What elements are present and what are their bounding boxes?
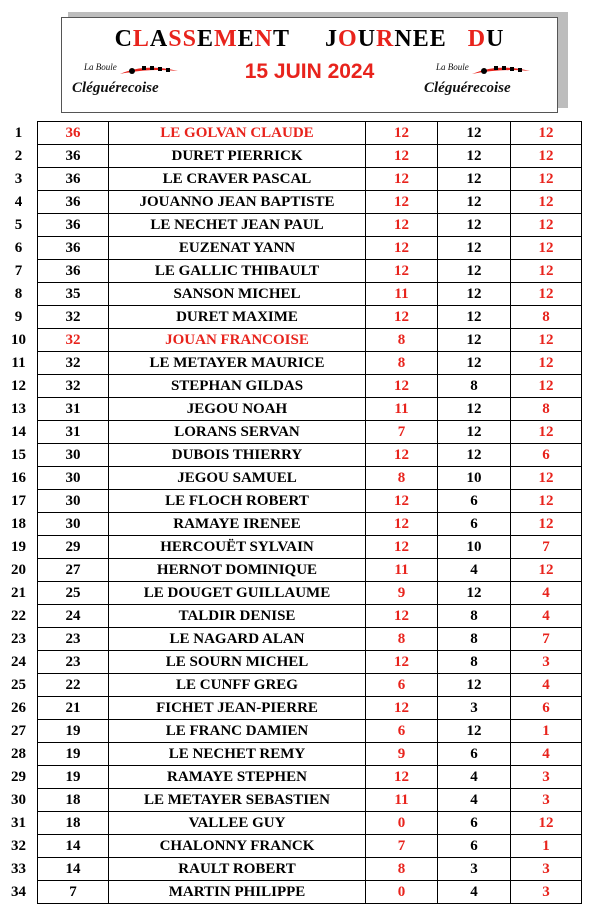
game1-score-cell: 8 <box>366 352 438 375</box>
table-row <box>0 467 582 490</box>
rank-cell: 33 <box>11 860 26 877</box>
points-cell: 36 <box>38 260 109 283</box>
game2-score-cell: 8 <box>438 375 511 398</box>
rank-cell: 27 <box>11 722 26 739</box>
rank-cell: 31 <box>11 814 26 831</box>
rank-cell: 22 <box>11 607 26 624</box>
points-cell: 32 <box>38 329 109 352</box>
game1-score-cell: 8 <box>366 467 438 490</box>
game1-score-cell: 0 <box>366 812 438 835</box>
game3-score-cell: 12 <box>511 421 582 444</box>
table-row <box>0 674 582 697</box>
game1-score-cell: 6 <box>366 720 438 743</box>
player-name-cell: STEPHAN GILDAS <box>109 375 366 398</box>
points-cell: 14 <box>38 835 109 858</box>
player-name-cell: LORANS SERVAN <box>109 421 366 444</box>
game1-score-cell: 11 <box>366 789 438 812</box>
game3-score-cell: 3 <box>511 858 582 881</box>
game1-score-cell: 12 <box>366 191 438 214</box>
game3-score-cell: 3 <box>511 881 582 904</box>
table-row <box>0 766 582 789</box>
table-row <box>0 628 582 651</box>
game3-score-cell: 12 <box>511 467 582 490</box>
table-row <box>0 306 582 329</box>
game2-score-cell: 12 <box>438 145 511 168</box>
game2-score-cell: 6 <box>438 513 511 536</box>
points-cell: 23 <box>38 628 109 651</box>
game2-score-cell: 4 <box>438 559 511 582</box>
logo-small-text: La Boule <box>84 62 117 72</box>
player-name-cell: FICHET JEAN-PIERRE <box>109 697 366 720</box>
game3-score-cell: 6 <box>511 697 582 720</box>
game2-score-cell: 12 <box>438 720 511 743</box>
logo-brand-text: Cléguérecoise <box>424 80 511 96</box>
rank-cell: 20 <box>11 561 26 578</box>
rank-cell: 32 <box>11 837 26 854</box>
player-name-cell: LE METAYER MAURICE <box>109 352 366 375</box>
points-cell: 18 <box>38 812 109 835</box>
game2-score-cell: 4 <box>438 789 511 812</box>
game3-score-cell: 7 <box>511 628 582 651</box>
player-name-cell: LE GALLIC THIBAULT <box>109 260 366 283</box>
player-name-cell: VALLEE GUY <box>109 812 366 835</box>
game2-score-cell: 12 <box>438 444 511 467</box>
points-cell: 19 <box>38 766 109 789</box>
game1-score-cell: 9 <box>366 743 438 766</box>
player-name-cell: LE NAGARD ALAN <box>109 628 366 651</box>
game3-score-cell: 12 <box>511 375 582 398</box>
logo-small-text: La Boule <box>436 62 469 72</box>
table-row <box>0 260 582 283</box>
title-fragment: U <box>357 26 377 52</box>
points-cell: 36 <box>38 168 109 191</box>
table-row <box>0 559 582 582</box>
game2-score-cell: 12 <box>438 168 511 191</box>
points-cell: 32 <box>38 352 109 375</box>
rank-cell: 34 <box>11 883 26 900</box>
table-row <box>0 444 582 467</box>
player-name-cell: LE GOLVAN CLAUDE <box>109 122 366 145</box>
points-cell: 32 <box>38 306 109 329</box>
table-row <box>0 214 582 237</box>
game2-score-cell: 6 <box>438 490 511 513</box>
points-cell: 36 <box>38 122 109 145</box>
game3-score-cell: 12 <box>511 145 582 168</box>
rank-cell: 7 <box>14 262 23 279</box>
player-name-cell: DURET PIERRICK <box>109 145 366 168</box>
player-name-cell: LE CUNFF GREG <box>109 674 366 697</box>
game1-score-cell: 12 <box>366 375 438 398</box>
rank-cell: 26 <box>11 699 26 716</box>
game1-score-cell: 12 <box>366 766 438 789</box>
player-name-cell: DUBOIS THIERRY <box>109 444 366 467</box>
points-cell: 25 <box>38 582 109 605</box>
rank-cell: 9 <box>14 308 23 325</box>
game3-score-cell: 3 <box>511 766 582 789</box>
game3-score-cell: 12 <box>511 214 582 237</box>
points-cell: 19 <box>38 743 109 766</box>
points-cell: 22 <box>38 674 109 697</box>
player-name-cell: CHALONNY FRANCK <box>109 835 366 858</box>
points-cell: 30 <box>38 513 109 536</box>
game2-score-cell: 12 <box>438 214 511 237</box>
table-row <box>0 697 582 720</box>
game1-score-cell: 8 <box>366 858 438 881</box>
table-row <box>0 835 582 858</box>
game3-score-cell: 12 <box>511 237 582 260</box>
ranking-table <box>0 121 582 904</box>
game1-score-cell: 12 <box>366 145 438 168</box>
table-row <box>0 237 582 260</box>
page-title <box>62 26 557 53</box>
game3-score-cell: 7 <box>511 536 582 559</box>
game1-score-cell: 12 <box>366 444 438 467</box>
rank-cell: 29 <box>11 768 26 785</box>
points-cell: 36 <box>38 191 109 214</box>
points-cell: 27 <box>38 559 109 582</box>
rank-cell: 14 <box>11 423 26 440</box>
points-cell: 30 <box>38 490 109 513</box>
game2-score-cell: 10 <box>438 536 511 559</box>
points-cell: 19 <box>38 720 109 743</box>
game2-score-cell: 12 <box>438 283 511 306</box>
game1-score-cell: 12 <box>366 513 438 536</box>
points-cell: 7 <box>38 881 109 904</box>
player-name-cell: RAMAYE STEPHEN <box>109 766 366 789</box>
game3-score-cell: 4 <box>511 582 582 605</box>
game3-score-cell: 6 <box>511 444 582 467</box>
game3-score-cell: 12 <box>511 283 582 306</box>
game1-score-cell: 6 <box>366 674 438 697</box>
player-name-cell: TALDIR DENISE <box>109 605 366 628</box>
title-fragment: J <box>290 26 339 52</box>
rank-cell: 17 <box>11 492 26 509</box>
player-name-cell: LE FRANC DAMIEN <box>109 720 366 743</box>
rank-cell: 2 <box>14 147 23 164</box>
game1-score-cell: 12 <box>366 260 438 283</box>
logo-emblem-icon <box>472 65 530 77</box>
logo-emblem-icon <box>120 65 178 77</box>
table-row <box>0 421 582 444</box>
table-row <box>0 352 582 375</box>
game2-score-cell: 12 <box>438 306 511 329</box>
game2-score-cell: 12 <box>438 329 511 352</box>
game1-score-cell: 8 <box>366 329 438 352</box>
game3-score-cell: 4 <box>511 743 582 766</box>
game1-score-cell: 7 <box>366 835 438 858</box>
rank-cell: 13 <box>11 400 26 417</box>
points-cell: 18 <box>38 789 109 812</box>
game1-score-cell: 11 <box>366 559 438 582</box>
title-fragment: U <box>486 26 505 52</box>
player-name-cell: LE SOURN MICHEL <box>109 651 366 674</box>
title-fragment: O <box>338 26 358 52</box>
points-cell: 30 <box>38 444 109 467</box>
points-cell: 30 <box>38 467 109 490</box>
table-row <box>0 881 582 904</box>
table-row <box>0 329 582 352</box>
game2-score-cell: 12 <box>438 674 511 697</box>
game2-score-cell: 4 <box>438 881 511 904</box>
table-row <box>0 720 582 743</box>
points-cell: 36 <box>38 145 109 168</box>
rank-cell: 19 <box>11 538 26 555</box>
points-cell: 23 <box>38 651 109 674</box>
table-row <box>0 605 582 628</box>
rank-cell: 4 <box>14 193 23 210</box>
player-name-cell: LE METAYER SEBASTIEN <box>109 789 366 812</box>
table-row <box>0 122 582 145</box>
game2-score-cell: 12 <box>438 122 511 145</box>
points-cell: 31 <box>38 398 109 421</box>
title-fragment: D <box>446 26 487 52</box>
table-row <box>0 743 582 766</box>
rank-cell: 11 <box>11 354 26 371</box>
title-fragment: A <box>149 26 169 52</box>
game1-score-cell: 12 <box>366 306 438 329</box>
game3-score-cell: 12 <box>511 122 582 145</box>
game3-score-cell: 12 <box>511 168 582 191</box>
title-fragment: E <box>237 26 255 52</box>
table-row <box>0 513 582 536</box>
points-cell: 29 <box>38 536 109 559</box>
points-cell: 35 <box>38 283 109 306</box>
rank-cell: 12 <box>11 377 26 394</box>
table-row <box>0 582 582 605</box>
points-cell: 14 <box>38 858 109 881</box>
club-logo-left <box>68 62 188 104</box>
points-cell: 32 <box>38 375 109 398</box>
player-name-cell: JEGOU NOAH <box>109 398 366 421</box>
rank-cell: 25 <box>11 676 26 693</box>
game2-score-cell: 12 <box>438 260 511 283</box>
event-date: 15 JUIN 2024 <box>244 60 375 83</box>
title-fragment: E <box>196 26 214 52</box>
rank-cell: 5 <box>14 216 23 233</box>
player-name-cell: EUZENAT YANN <box>109 237 366 260</box>
rank-cell: 15 <box>11 446 26 463</box>
game1-score-cell: 11 <box>366 283 438 306</box>
rank-cell: 21 <box>11 584 26 601</box>
table-row <box>0 858 582 881</box>
game3-score-cell: 12 <box>511 329 582 352</box>
game3-score-cell: 1 <box>511 720 582 743</box>
rank-cell: 6 <box>14 239 23 256</box>
game2-score-cell: 8 <box>438 605 511 628</box>
game2-score-cell: 10 <box>438 467 511 490</box>
player-name-cell: MARTIN PHILIPPE <box>109 881 366 904</box>
game1-score-cell: 12 <box>366 122 438 145</box>
game3-score-cell: 12 <box>511 490 582 513</box>
rank-cell: 3 <box>14 170 23 187</box>
game1-score-cell: 0 <box>366 881 438 904</box>
points-cell: 36 <box>38 237 109 260</box>
rank-cell: 8 <box>14 285 23 302</box>
game1-score-cell: 12 <box>366 536 438 559</box>
title-fragment: L <box>132 26 150 52</box>
player-name-cell: JOUAN FRANCOISE <box>109 329 366 352</box>
table-row <box>0 283 582 306</box>
player-name-cell: LE NECHET REMY <box>109 743 366 766</box>
game2-score-cell: 6 <box>438 835 511 858</box>
title-fragment: N <box>254 26 273 52</box>
game2-score-cell: 4 <box>438 766 511 789</box>
table-row <box>0 651 582 674</box>
game3-score-cell: 12 <box>511 260 582 283</box>
club-logo-right <box>420 62 540 104</box>
table-row <box>0 375 582 398</box>
game2-score-cell: 12 <box>438 237 511 260</box>
game2-score-cell: 3 <box>438 858 511 881</box>
player-name-cell: RAMAYE IRENEE <box>109 513 366 536</box>
rank-cell: 10 <box>11 331 26 348</box>
game1-score-cell: 7 <box>366 421 438 444</box>
game3-score-cell: 1 <box>511 835 582 858</box>
table-row <box>0 168 582 191</box>
table-row <box>0 398 582 421</box>
game1-score-cell: 12 <box>366 237 438 260</box>
title-fragment: T <box>273 26 291 52</box>
game2-score-cell: 3 <box>438 697 511 720</box>
player-name-cell: DURET MAXIME <box>109 306 366 329</box>
rank-cell: 18 <box>11 515 26 532</box>
player-name-cell: LE NECHET JEAN PAUL <box>109 214 366 237</box>
title-fragment: R <box>376 26 395 52</box>
game3-score-cell: 3 <box>511 651 582 674</box>
player-name-cell: JEGOU SAMUEL <box>109 467 366 490</box>
points-cell: 36 <box>38 214 109 237</box>
table-row <box>0 789 582 812</box>
game3-score-cell: 12 <box>511 352 582 375</box>
game1-score-cell: 12 <box>366 168 438 191</box>
game3-score-cell: 3 <box>511 789 582 812</box>
game3-score-cell: 4 <box>511 605 582 628</box>
game3-score-cell: 4 <box>511 674 582 697</box>
game1-score-cell: 12 <box>366 651 438 674</box>
game1-score-cell: 12 <box>366 490 438 513</box>
game3-score-cell: 12 <box>511 191 582 214</box>
player-name-cell: HERCOUËT SYLVAIN <box>109 536 366 559</box>
game2-score-cell: 12 <box>438 398 511 421</box>
player-name-cell: SANSON MICHEL <box>109 283 366 306</box>
game2-score-cell: 6 <box>438 743 511 766</box>
game1-score-cell: 12 <box>366 697 438 720</box>
rank-cell: 24 <box>11 653 26 670</box>
rank-cell: 28 <box>11 745 26 762</box>
table-row <box>0 490 582 513</box>
points-cell: 24 <box>38 605 109 628</box>
player-name-cell: RAULT ROBERT <box>109 858 366 881</box>
game1-score-cell: 8 <box>366 628 438 651</box>
game3-score-cell: 12 <box>511 559 582 582</box>
game3-score-cell: 12 <box>511 513 582 536</box>
title-fragment: NEE <box>394 26 447 52</box>
table-row <box>0 536 582 559</box>
game2-score-cell: 12 <box>438 421 511 444</box>
rank-cell: 16 <box>11 469 26 486</box>
game1-score-cell: 9 <box>366 582 438 605</box>
points-cell: 21 <box>38 697 109 720</box>
game2-score-cell: 12 <box>438 191 511 214</box>
logo-brand-text: Cléguérecoise <box>72 80 159 96</box>
player-name-cell: LE CRAVER PASCAL <box>109 168 366 191</box>
game2-score-cell: 12 <box>438 582 511 605</box>
player-name-cell: LE FLOCH ROBERT <box>109 490 366 513</box>
game2-score-cell: 12 <box>438 352 511 375</box>
title-fragment: SS <box>168 26 197 52</box>
rank-cell: 30 <box>11 791 26 808</box>
table-row <box>0 145 582 168</box>
rank-cell: 23 <box>11 630 26 647</box>
title-fragment: C <box>114 26 133 52</box>
game1-score-cell: 12 <box>366 214 438 237</box>
player-name-cell: JOUANNO JEAN BAPTISTE <box>109 191 366 214</box>
game2-score-cell: 6 <box>438 812 511 835</box>
table-row <box>0 812 582 835</box>
game3-score-cell: 8 <box>511 306 582 329</box>
game2-score-cell: 8 <box>438 651 511 674</box>
points-cell: 31 <box>38 421 109 444</box>
table-row <box>0 191 582 214</box>
game3-score-cell: 8 <box>511 398 582 421</box>
game1-score-cell: 11 <box>366 398 438 421</box>
rank-cell: 1 <box>14 124 23 141</box>
game3-score-cell: 12 <box>511 812 582 835</box>
game1-score-cell: 12 <box>366 605 438 628</box>
player-name-cell: HERNOT DOMINIQUE <box>109 559 366 582</box>
header-box <box>61 17 558 113</box>
game2-score-cell: 8 <box>438 628 511 651</box>
ranking-body <box>0 122 582 904</box>
player-name-cell: LE DOUGET GUILLAUME <box>109 582 366 605</box>
title-fragment: M <box>213 26 238 52</box>
